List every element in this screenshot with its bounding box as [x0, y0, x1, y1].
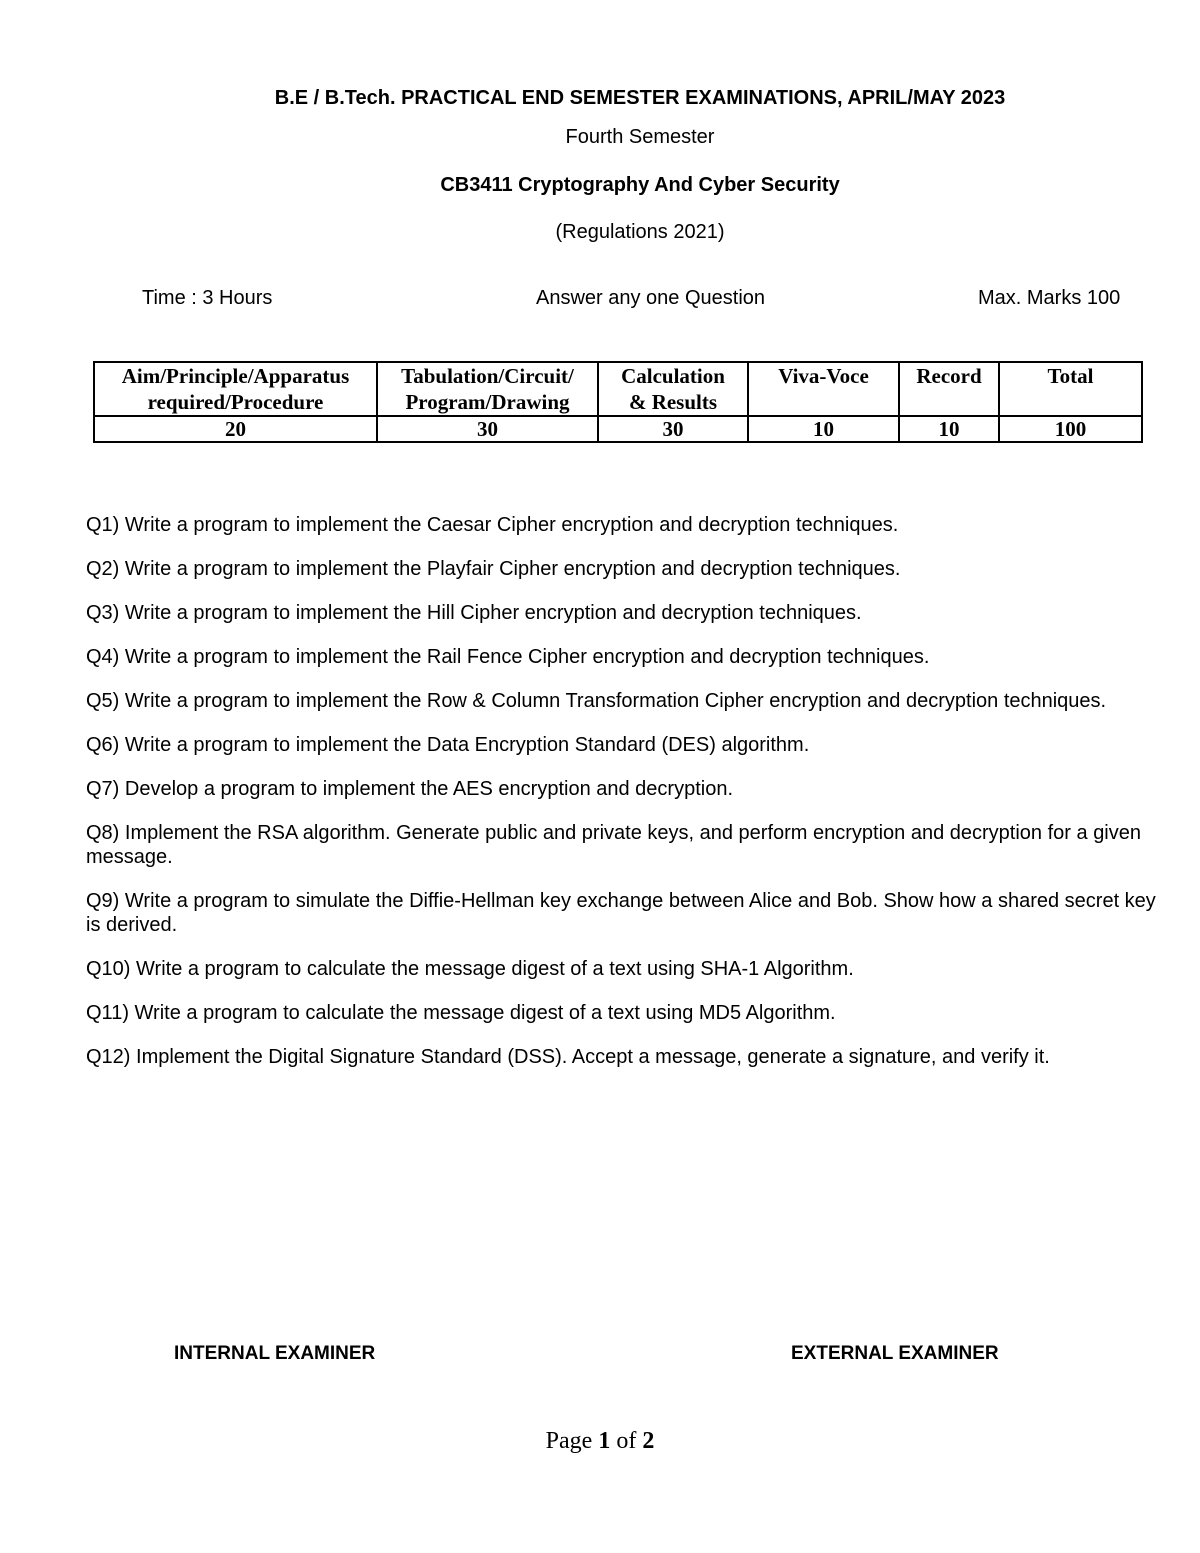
max-marks: Max. Marks 100: [978, 287, 1121, 309]
marks-header-row: [94, 362, 1142, 416]
marks-header-cell: [899, 362, 999, 416]
marks-value-row: [94, 416, 1142, 442]
marks-header-cell: [377, 362, 598, 416]
current-page-number: 1: [598, 1428, 611, 1454]
marks-header-line: Calculation: [621, 364, 725, 388]
marks-value-cell: 30: [598, 416, 748, 442]
question-item: Q5) Write a program to implement the Row & Column Transformation Cipher encryption and decryption techniques.: [86, 690, 1107, 712]
marks-header-cell: [748, 362, 899, 416]
regulations-label: (Regulations 2021): [555, 221, 725, 243]
marks-header-cell: [94, 362, 377, 416]
marks-header-line: Record: [916, 364, 982, 388]
exam-title: B.E / B.Tech. PRACTICAL END SEMESTER EXAMINATIONS, APRIL/MAY 2023: [274, 87, 1006, 109]
external-examiner-label: EXTERNAL EXAMINER: [791, 1343, 999, 1364]
marks-header-line: required/Procedure: [147, 390, 324, 414]
marks-header-line: Program/Drawing: [405, 390, 570, 414]
marks-value-cell: 10: [748, 416, 899, 442]
question-list: [86, 513, 1161, 1089]
marks-distribution-table: [93, 361, 1143, 443]
marks-value-cell: 20: [94, 416, 377, 442]
marks-value-cell: 30: [377, 416, 598, 442]
exam-duration: Time : 3 Hours: [142, 287, 273, 309]
course-title: CB3411 Cryptography And Cyber Security: [440, 174, 840, 196]
marks-header-line: & Results: [628, 390, 718, 414]
question-item: Q9) Write a program to simulate the Diffie-Hellman key exchange between Alice and Bob. Show how a shared secret key is derived.: [86, 890, 1156, 936]
marks-header-line: Aim/Principle/Apparatus: [121, 364, 350, 388]
question-item: Q1) Write a program to implement the Caesar Cipher encryption and decryption techniques.: [86, 514, 899, 536]
question-item: Q4) Write a program to implement the Rail Fence Cipher encryption and decryption techniques.: [86, 646, 930, 668]
question-item: Q12) Implement the Digital Signature Standard (DSS). Accept a message, generate a signature, and verify it.: [86, 1046, 1050, 1068]
internal-examiner-label: INTERNAL EXAMINER: [174, 1343, 376, 1364]
semester-label: Fourth Semester: [565, 126, 715, 148]
marks-header-cell: [598, 362, 748, 416]
question-item: Q10) Write a program to calculate the message digest of a text using SHA-1 Algorithm.: [86, 958, 854, 980]
of-word: of: [616, 1428, 637, 1454]
total-pages-number: 2: [642, 1428, 655, 1454]
marks-value-cell: 100: [999, 416, 1142, 442]
question-item: Q11) Write a program to calculate the message digest of a text using MD5 Algorithm.: [86, 1002, 836, 1024]
question-item: Q8) Implement the RSA algorithm. Generate public and private keys, and perform encryption and decryption for a given message.: [86, 822, 1141, 868]
marks-header-line: Viva-Voce: [778, 364, 869, 388]
marks-header-line: Total: [1047, 364, 1094, 388]
page-footer: [0, 1428, 1200, 1455]
question-item: Q6) Write a program to implement the Data Encryption Standard (DES) algorithm.: [86, 734, 810, 756]
question-item: Q2) Write a program to implement the Playfair Cipher encryption and decryption techniques.: [86, 558, 901, 580]
question-item: Q7) Develop a program to implement the AES encryption and decryption.: [86, 778, 734, 800]
page-word: Page: [545, 1428, 593, 1454]
marks-value-cell: 10: [899, 416, 999, 442]
exam-instruction: Answer any one Question: [536, 287, 766, 309]
marks-header-line: Tabulation/Circuit/: [401, 364, 574, 388]
marks-header-cell: [999, 362, 1142, 416]
question-item: Q3) Write a program to implement the Hill Cipher encryption and decryption techniques.: [86, 602, 862, 624]
